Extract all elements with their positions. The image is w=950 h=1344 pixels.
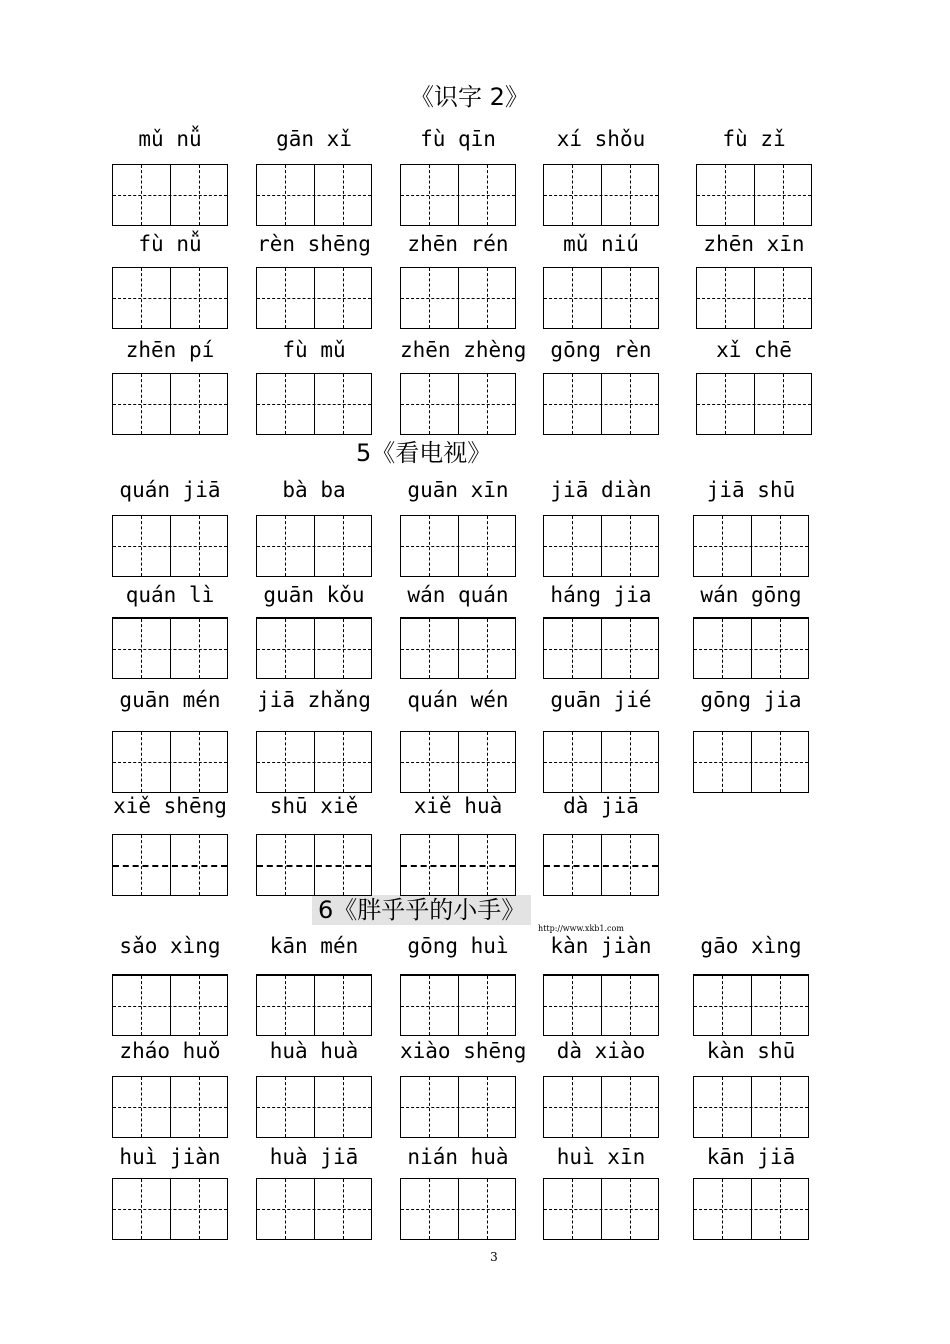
writing-grid-box[interactable] bbox=[543, 834, 659, 896]
writing-grid-box[interactable] bbox=[543, 267, 659, 329]
grid-guide-line bbox=[113, 762, 227, 763]
grid-guide-line bbox=[544, 1209, 658, 1210]
pinyin-label: zhēn pí bbox=[125, 338, 215, 362]
grid-guide-line bbox=[199, 1077, 200, 1137]
grid-guide-line bbox=[487, 268, 488, 328]
grid-guide-line bbox=[199, 732, 200, 792]
grid-guide-line bbox=[429, 835, 430, 895]
grid-guide-line bbox=[343, 732, 344, 792]
grid-guide-line bbox=[343, 165, 344, 225]
pinyin-label: rèn shēng bbox=[257, 232, 371, 256]
pinyin-label: kàn jiàn bbox=[550, 934, 652, 958]
grid-guide-line bbox=[199, 976, 200, 1035]
pinyin-label: dà xiào bbox=[556, 1039, 646, 1063]
writing-grid-box[interactable] bbox=[693, 731, 809, 793]
grid-guide-line bbox=[630, 1179, 631, 1239]
writing-grid-box[interactable] bbox=[400, 373, 516, 435]
grid-guide-line bbox=[113, 1006, 227, 1007]
grid-guide-line bbox=[572, 732, 573, 792]
writing-grid-box[interactable] bbox=[400, 164, 516, 226]
writing-grid-box[interactable] bbox=[112, 515, 228, 577]
grid-guide-line bbox=[401, 546, 515, 547]
pinyin-label: gōng rèn bbox=[550, 338, 652, 362]
grid-guide-line bbox=[141, 268, 142, 328]
grid-guide-line bbox=[113, 649, 227, 650]
writing-grid-box[interactable] bbox=[400, 834, 516, 896]
pinyin-label: zháo huǒ bbox=[119, 1039, 221, 1063]
grid-guide-line bbox=[630, 374, 631, 434]
grid-guide-line bbox=[343, 1077, 344, 1137]
grid-guide-line bbox=[487, 1077, 488, 1137]
grid-guide-line bbox=[285, 516, 286, 576]
grid-guide-line bbox=[722, 976, 723, 1035]
grid-guide-line bbox=[544, 546, 658, 547]
pinyin-label: jiā shū bbox=[706, 478, 796, 502]
pinyin-label: mǔ nǚ bbox=[138, 127, 202, 151]
grid-guide-line bbox=[544, 404, 658, 405]
grid-guide-line bbox=[285, 374, 286, 434]
grid-guide-line bbox=[141, 619, 142, 678]
pinyin-label: shū xiě bbox=[269, 794, 359, 818]
grid-guide-line bbox=[429, 1077, 430, 1137]
writing-grid-box[interactable] bbox=[256, 515, 372, 577]
section-title-kan-dian-shi: 5《看电视》 bbox=[356, 439, 492, 467]
pinyin-label: kān mén bbox=[269, 934, 359, 958]
grid-guide-line bbox=[429, 732, 430, 792]
writing-grid-box[interactable] bbox=[543, 731, 659, 793]
grid-guide-line bbox=[544, 1006, 658, 1007]
writing-grid-box[interactable] bbox=[112, 974, 228, 1036]
pinyin-label: mǔ niú bbox=[563, 232, 639, 256]
grid-guide-line bbox=[343, 976, 344, 1035]
pinyin-label: gōng jia bbox=[700, 688, 802, 712]
grid-guide-line bbox=[697, 404, 811, 405]
grid-guide-line bbox=[141, 374, 142, 434]
grid-guide-line bbox=[544, 298, 658, 299]
grid-guide-line bbox=[487, 835, 488, 895]
pinyin-label: xiě shēng bbox=[113, 794, 227, 818]
pinyin-label: xí shǒu bbox=[556, 127, 646, 151]
grid-guide-line bbox=[630, 1077, 631, 1137]
grid-guide-line bbox=[113, 195, 227, 196]
grid-guide-line bbox=[722, 1077, 723, 1137]
grid-guide-line bbox=[783, 374, 784, 434]
watermark-url: http://www.xkb1.com bbox=[538, 924, 624, 933]
pinyin-label: xǐ chē bbox=[716, 338, 792, 362]
grid-guide-line bbox=[572, 374, 573, 434]
grid-guide-line bbox=[257, 1006, 371, 1007]
grid-guide-line bbox=[725, 268, 726, 328]
grid-guide-line bbox=[487, 516, 488, 576]
grid-guide-line bbox=[544, 762, 658, 763]
grid-guide-line bbox=[257, 1209, 371, 1210]
writing-grid-box[interactable] bbox=[256, 617, 372, 679]
grid-guide-line bbox=[487, 1179, 488, 1239]
pinyin-label: xiě huà bbox=[413, 794, 503, 818]
writing-grid-box[interactable] bbox=[112, 834, 228, 896]
grid-guide-line bbox=[429, 268, 430, 328]
pinyin-label: kàn shū bbox=[706, 1039, 796, 1063]
grid-guide-line bbox=[697, 298, 811, 299]
grid-guide-line bbox=[572, 516, 573, 576]
grid-guide-line bbox=[343, 374, 344, 434]
pinyin-label: quán lì bbox=[125, 583, 215, 607]
grid-guide-line bbox=[257, 546, 371, 547]
grid-guide-line bbox=[257, 649, 371, 650]
grid-guide-line bbox=[429, 1179, 430, 1239]
grid-guide-line bbox=[141, 835, 142, 895]
pinyin-label: guān xīn bbox=[407, 478, 509, 502]
grid-guide-line bbox=[630, 619, 631, 678]
pinyin-label: nián huà bbox=[407, 1145, 509, 1169]
pinyin-label: gōng huì bbox=[407, 934, 509, 958]
grid-guide-line bbox=[780, 976, 781, 1035]
grid-guide-line bbox=[429, 619, 430, 678]
grid-guide-line bbox=[429, 976, 430, 1035]
grid-guide-line bbox=[630, 976, 631, 1035]
grid-guide-line bbox=[630, 516, 631, 576]
grid-guide-line bbox=[199, 516, 200, 576]
grid-guide-line bbox=[722, 1179, 723, 1239]
grid-guide-line bbox=[630, 732, 631, 792]
grid-guide-line bbox=[257, 404, 371, 405]
writing-grid-box[interactable] bbox=[256, 731, 372, 793]
grid-guide-line bbox=[141, 1179, 142, 1239]
grid-guide-line bbox=[343, 516, 344, 576]
grid-guide-line bbox=[780, 619, 781, 678]
pinyin-label: zhēn rén bbox=[407, 232, 509, 256]
grid-guide-line bbox=[429, 374, 430, 434]
pinyin-label: fù zǐ bbox=[722, 127, 786, 151]
pinyin-label: kān jiā bbox=[706, 1145, 796, 1169]
grid-guide-line bbox=[113, 404, 227, 405]
grid-guide-line bbox=[285, 268, 286, 328]
grid-guide-line bbox=[694, 546, 808, 547]
grid-guide-line bbox=[401, 298, 515, 299]
pinyin-label: xiào shēng bbox=[400, 1039, 527, 1063]
writing-grid-box[interactable] bbox=[696, 373, 812, 435]
grid-guide-line bbox=[487, 976, 488, 1035]
pinyin-label: quán wén bbox=[407, 688, 509, 712]
grid-guide-line bbox=[257, 195, 371, 196]
writing-grid-box[interactable] bbox=[543, 515, 659, 577]
grid-guide-line bbox=[285, 976, 286, 1035]
writing-grid-box[interactable] bbox=[256, 834, 372, 896]
grid-guide-line bbox=[401, 1006, 515, 1007]
pinyin-label: wán gōng bbox=[700, 583, 802, 607]
grid-guide-line bbox=[401, 762, 515, 763]
grid-guide-line bbox=[429, 516, 430, 576]
writing-grid-box[interactable] bbox=[543, 1076, 659, 1138]
grid-guide-line bbox=[113, 546, 227, 547]
pinyin-label: guān jié bbox=[550, 688, 652, 712]
grid-guide-line bbox=[487, 165, 488, 225]
grid-guide-line bbox=[780, 732, 781, 792]
pinyin-label: gāo xìng bbox=[700, 934, 802, 958]
grid-guide-line bbox=[572, 268, 573, 328]
grid-guide-line bbox=[572, 1077, 573, 1137]
grid-guide-line bbox=[141, 976, 142, 1035]
grid-guide-line bbox=[722, 732, 723, 792]
writing-grid-box[interactable] bbox=[543, 617, 659, 679]
grid-guide-line bbox=[544, 195, 658, 196]
grid-guide-line bbox=[141, 732, 142, 792]
writing-grid-box[interactable] bbox=[543, 164, 659, 226]
grid-guide-line bbox=[783, 268, 784, 328]
writing-grid-box[interactable] bbox=[693, 1076, 809, 1138]
grid-guide-line bbox=[199, 619, 200, 678]
grid-guide-line bbox=[257, 762, 371, 763]
grid-guide-line bbox=[487, 619, 488, 678]
writing-grid-box[interactable] bbox=[400, 515, 516, 577]
writing-grid-box[interactable] bbox=[112, 731, 228, 793]
writing-grid-box[interactable] bbox=[112, 1178, 228, 1240]
grid-guide-line bbox=[544, 865, 658, 867]
grid-guide-line bbox=[199, 835, 200, 895]
writing-grid-box[interactable] bbox=[112, 267, 228, 329]
writing-grid-box[interactable] bbox=[543, 373, 659, 435]
grid-guide-line bbox=[544, 1107, 658, 1108]
grid-guide-line bbox=[544, 649, 658, 650]
grid-guide-line bbox=[694, 762, 808, 763]
grid-guide-line bbox=[343, 268, 344, 328]
writing-grid-box[interactable] bbox=[693, 515, 809, 577]
pinyin-label: zhēn zhèng bbox=[400, 338, 527, 362]
writing-grid-box[interactable] bbox=[543, 1178, 659, 1240]
grid-guide-line bbox=[697, 195, 811, 196]
grid-guide-line bbox=[630, 165, 631, 225]
writing-grid-box[interactable] bbox=[256, 1178, 372, 1240]
grid-guide-line bbox=[113, 1107, 227, 1108]
grid-guide-line bbox=[694, 1006, 808, 1007]
grid-guide-line bbox=[725, 165, 726, 225]
pinyin-label: zhēn xīn bbox=[703, 232, 805, 256]
section-title-pang-hu-hu: 6《胖乎乎的小手》 bbox=[312, 895, 531, 925]
writing-grid-box[interactable] bbox=[112, 164, 228, 226]
pinyin-label: háng jia bbox=[550, 583, 652, 607]
grid-guide-line bbox=[141, 165, 142, 225]
grid-guide-line bbox=[285, 835, 286, 895]
pinyin-label: jiā diàn bbox=[550, 478, 652, 502]
grid-guide-line bbox=[141, 1077, 142, 1137]
grid-guide-line bbox=[780, 516, 781, 576]
pinyin-label: guān kǒu bbox=[263, 583, 365, 607]
writing-grid-box[interactable] bbox=[400, 267, 516, 329]
section-title-shizi-2: 《识字 2》 bbox=[410, 83, 529, 111]
pinyin-label: fù mǔ bbox=[282, 338, 346, 362]
grid-guide-line bbox=[285, 732, 286, 792]
grid-guide-line bbox=[199, 374, 200, 434]
grid-guide-line bbox=[113, 1209, 227, 1210]
writing-grid-box[interactable] bbox=[696, 267, 812, 329]
pinyin-label: fù nǚ bbox=[138, 232, 202, 256]
grid-guide-line bbox=[343, 619, 344, 678]
grid-guide-line bbox=[199, 268, 200, 328]
pinyin-label: guān mén bbox=[119, 688, 221, 712]
pinyin-label: bà ba bbox=[282, 478, 346, 502]
grid-guide-line bbox=[343, 1179, 344, 1239]
grid-guide-line bbox=[572, 619, 573, 678]
grid-guide-line bbox=[630, 268, 631, 328]
grid-guide-line bbox=[113, 298, 227, 299]
grid-guide-line bbox=[694, 1107, 808, 1108]
grid-guide-line bbox=[630, 835, 631, 895]
grid-guide-line bbox=[199, 1179, 200, 1239]
grid-guide-line bbox=[572, 1179, 573, 1239]
writing-grid-box[interactable] bbox=[543, 974, 659, 1036]
pinyin-label: quán jiā bbox=[119, 478, 221, 502]
pinyin-label: dà jiā bbox=[563, 794, 639, 818]
writing-grid-box[interactable] bbox=[112, 617, 228, 679]
grid-guide-line bbox=[780, 1179, 781, 1239]
grid-guide-line bbox=[783, 165, 784, 225]
grid-guide-line bbox=[694, 649, 808, 650]
grid-guide-line bbox=[199, 165, 200, 225]
grid-guide-line bbox=[285, 165, 286, 225]
grid-guide-line bbox=[401, 404, 515, 405]
pinyin-label: fù qīn bbox=[420, 127, 496, 151]
grid-guide-line bbox=[780, 1077, 781, 1137]
pinyin-label: gān xǐ bbox=[276, 127, 352, 151]
pinyin-label: wán quán bbox=[407, 583, 509, 607]
pinyin-label: jiā zhǎng bbox=[257, 688, 371, 712]
grid-guide-line bbox=[257, 1107, 371, 1108]
grid-guide-line bbox=[113, 865, 227, 867]
writing-grid-box[interactable] bbox=[256, 1076, 372, 1138]
writing-grid-box[interactable] bbox=[693, 974, 809, 1036]
writing-grid-box[interactable] bbox=[256, 164, 372, 226]
writing-grid-box[interactable] bbox=[400, 974, 516, 1036]
grid-guide-line bbox=[343, 835, 344, 895]
grid-guide-line bbox=[429, 165, 430, 225]
grid-guide-line bbox=[725, 374, 726, 434]
grid-guide-line bbox=[572, 835, 573, 895]
pinyin-label: huì jiàn bbox=[119, 1145, 221, 1169]
grid-guide-line bbox=[722, 516, 723, 576]
grid-guide-line bbox=[401, 1107, 515, 1108]
pinyin-label: huà jiā bbox=[269, 1145, 359, 1169]
page-number: 3 bbox=[490, 1250, 498, 1264]
writing-grid-box[interactable] bbox=[400, 1076, 516, 1138]
grid-guide-line bbox=[694, 1209, 808, 1210]
grid-guide-line bbox=[401, 1209, 515, 1210]
pinyin-label: sǎo xìng bbox=[119, 934, 221, 958]
writing-grid-box[interactable] bbox=[256, 267, 372, 329]
grid-guide-line bbox=[257, 865, 371, 867]
grid-guide-line bbox=[257, 298, 371, 299]
writing-grid-box[interactable] bbox=[256, 373, 372, 435]
writing-grid-box[interactable] bbox=[112, 1076, 228, 1138]
grid-guide-line bbox=[722, 619, 723, 678]
grid-guide-line bbox=[401, 865, 515, 867]
writing-grid-box[interactable] bbox=[696, 164, 812, 226]
pinyin-label: huà huà bbox=[269, 1039, 359, 1063]
writing-grid-box[interactable] bbox=[693, 1178, 809, 1240]
grid-guide-line bbox=[572, 165, 573, 225]
writing-grid-box[interactable] bbox=[256, 974, 372, 1036]
grid-guide-line bbox=[487, 374, 488, 434]
writing-grid-box[interactable] bbox=[112, 373, 228, 435]
grid-guide-line bbox=[572, 976, 573, 1035]
grid-guide-line bbox=[285, 1179, 286, 1239]
writing-grid-box[interactable] bbox=[693, 617, 809, 679]
grid-guide-line bbox=[285, 619, 286, 678]
grid-guide-line bbox=[285, 1077, 286, 1137]
writing-grid-box[interactable] bbox=[400, 1178, 516, 1240]
grid-guide-line bbox=[141, 516, 142, 576]
writing-grid-box[interactable] bbox=[400, 617, 516, 679]
grid-guide-line bbox=[487, 732, 488, 792]
grid-guide-line bbox=[401, 195, 515, 196]
pinyin-label: huì xīn bbox=[556, 1145, 646, 1169]
writing-grid-box[interactable] bbox=[400, 731, 516, 793]
grid-guide-line bbox=[401, 649, 515, 650]
